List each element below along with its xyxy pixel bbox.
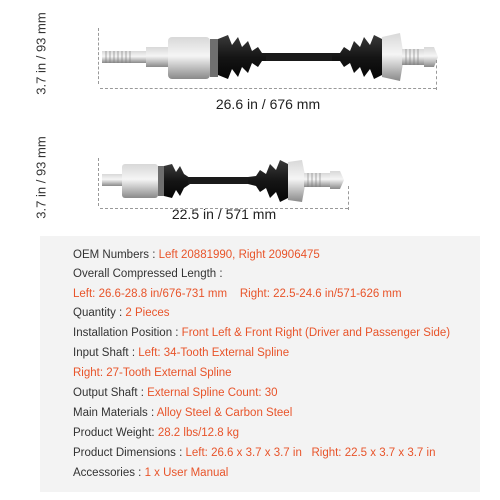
spec-input-label: Input Shaft : bbox=[73, 347, 139, 359]
spec-compressed-left: Left: 26.6-28.8 in/676-731 mm bbox=[73, 288, 228, 300]
shaft2-length-tick-right bbox=[348, 186, 349, 210]
spec-install-value: Front Left & Front Right (Driver and Passenger Side) bbox=[181, 327, 451, 339]
shaft2-length-label: 22.5 in / 571 mm bbox=[171, 206, 277, 222]
shaft1-length-line bbox=[100, 88, 436, 89]
shaft2-height-line-left bbox=[98, 158, 99, 206]
spec-compressed-label: Overall Compressed Length : bbox=[73, 268, 223, 280]
shaft1-height-label: 3.7 in / 93 mm bbox=[33, 12, 49, 95]
spec-quantity bbox=[73, 306, 170, 320]
spec-dims-right: Right: 22.5 x 3.7 x 3.7 in bbox=[311, 447, 436, 459]
spec-weight-value: 28.2 lbs/12.8 kg bbox=[157, 427, 240, 439]
spec-compressed-right: Right: 22.5-24.6 in/571-626 mm bbox=[239, 288, 402, 300]
spec-materials bbox=[73, 406, 292, 420]
shaft1-length-label: 26.6 in / 676 mm bbox=[215, 96, 321, 112]
spec-accessories-value: 1 x User Manual bbox=[144, 467, 229, 479]
specs-panel bbox=[40, 236, 480, 492]
spec-quantity-value: 2 Pieces bbox=[125, 307, 170, 319]
spec-dims-left: Left: 26.6 x 3.7 x 3.7 in bbox=[185, 447, 302, 459]
spec-accessories-label: Accessories : bbox=[73, 467, 145, 479]
spec-oem-label: OEM Numbers : bbox=[73, 249, 159, 261]
spec-oem bbox=[73, 248, 320, 262]
spec-input-right-row bbox=[73, 366, 232, 380]
spec-compressed-values bbox=[73, 287, 402, 301]
shaft2-height-label: 3.7 in / 93 mm bbox=[33, 136, 49, 219]
shaft1-length-tick-right bbox=[436, 60, 437, 90]
spec-oem-value: Left 20881990, Right 20906475 bbox=[158, 249, 320, 261]
spec-accessories bbox=[73, 466, 228, 480]
spec-weight bbox=[73, 426, 239, 440]
shaft1-height-line-left bbox=[98, 28, 99, 84]
spec-input-right: Right: 27-Tooth External Spline bbox=[73, 367, 232, 379]
spec-quantity-label: Quantity : bbox=[73, 307, 126, 319]
spec-materials-label: Main Materials : bbox=[73, 407, 157, 419]
spec-dims-label: Product Dimensions : bbox=[73, 447, 186, 459]
spec-output-label: Output Shaft : bbox=[73, 387, 148, 399]
spec-output-value: External Spline Count: 30 bbox=[147, 387, 278, 399]
cv-axle-long-image bbox=[100, 25, 440, 89]
spec-output bbox=[73, 386, 278, 400]
spec-install bbox=[73, 326, 450, 340]
spec-dims bbox=[73, 446, 435, 460]
cv-axle-short-image bbox=[100, 152, 350, 208]
spec-input bbox=[73, 346, 289, 360]
spec-input-left: Left: 34-Tooth External Spline bbox=[138, 347, 290, 359]
spec-materials-value: Alloy Steel & Carbon Steel bbox=[156, 407, 293, 419]
spec-weight-label: Product Weight: bbox=[73, 427, 158, 439]
spec-install-label: Installation Position : bbox=[73, 327, 182, 339]
